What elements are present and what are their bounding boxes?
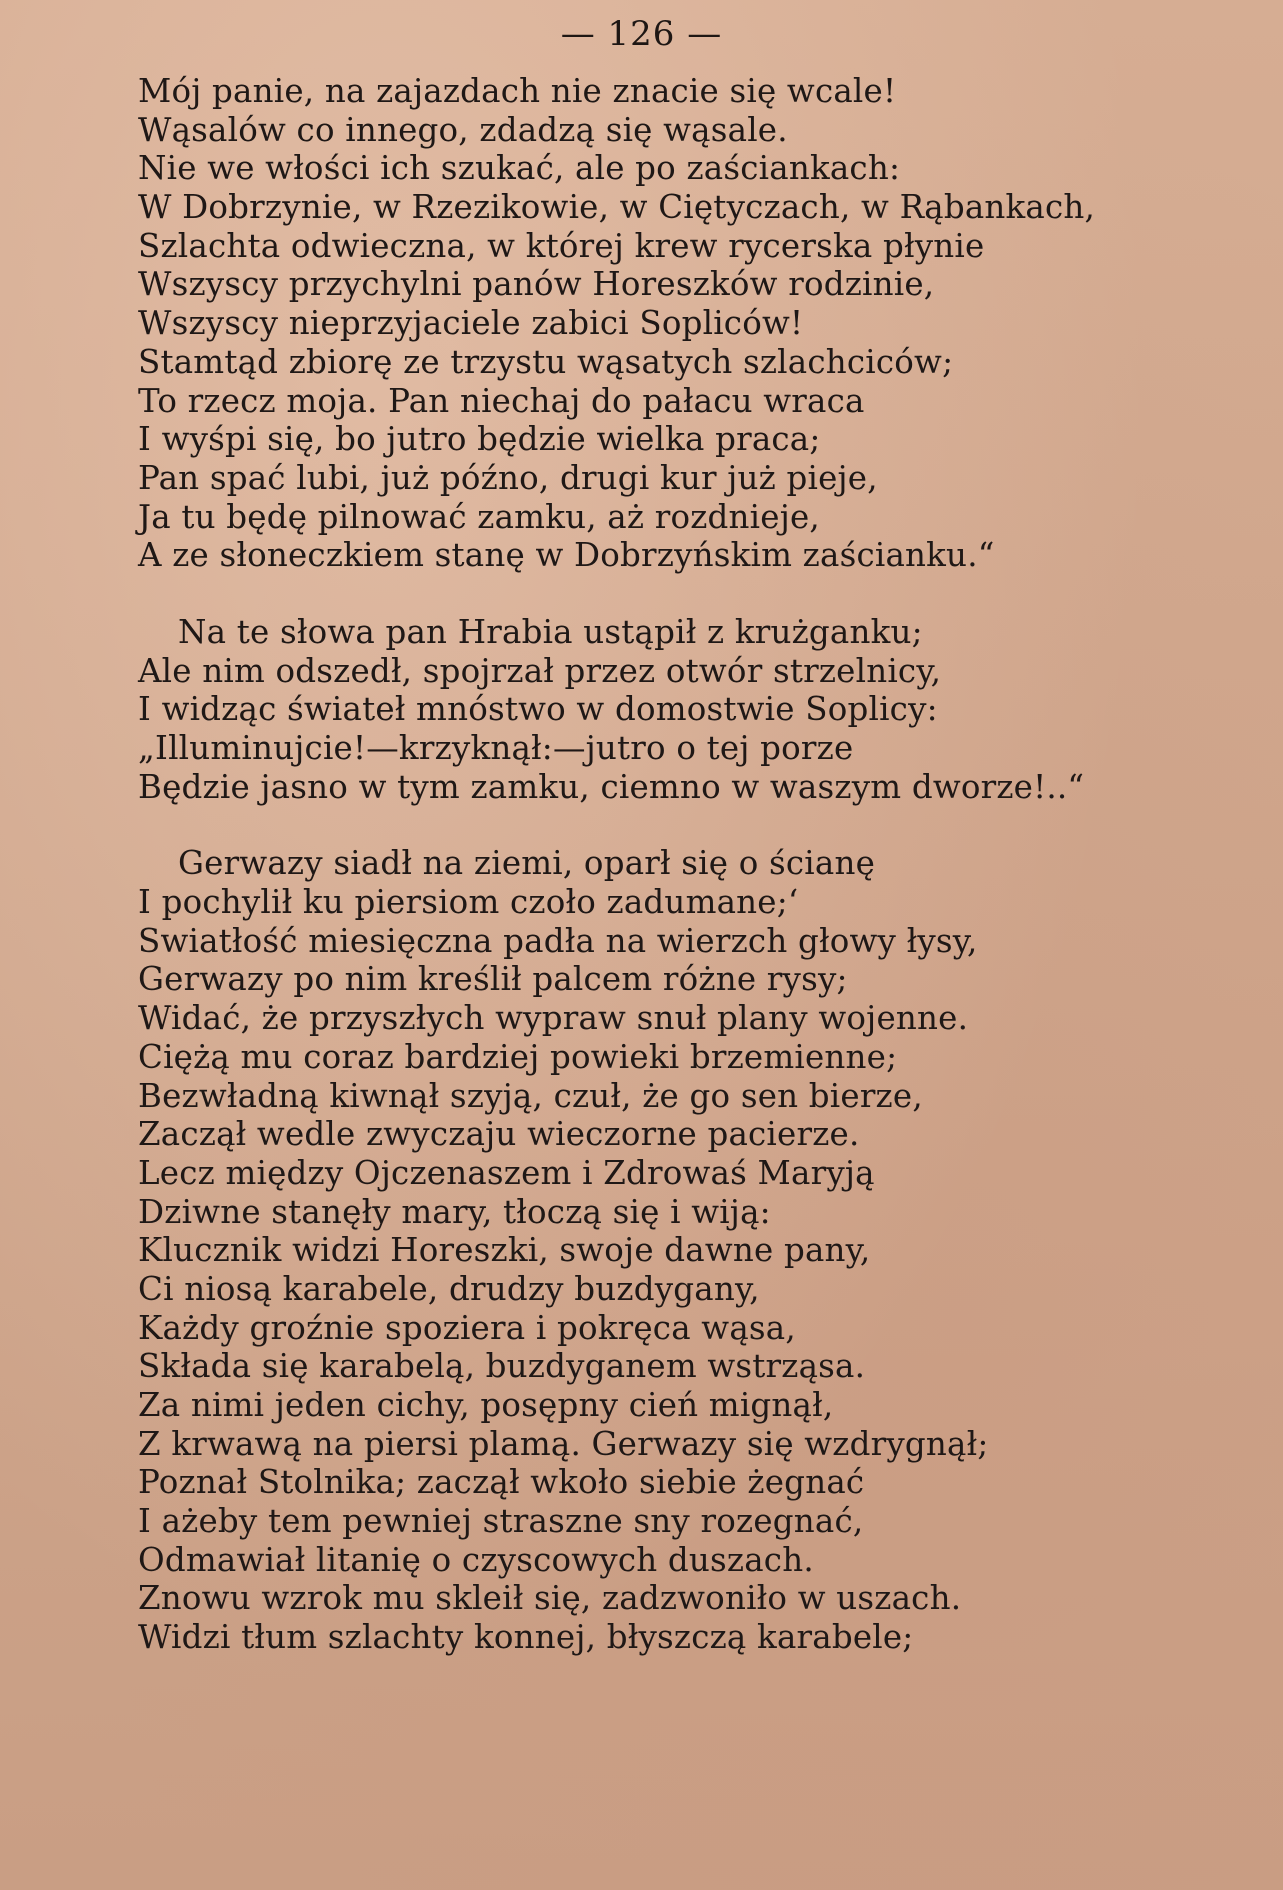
verse-line: Bezwładną kiwnął szyją, czuł, że go sen bierze, bbox=[138, 1076, 923, 1115]
verse-line: Szlachta odwieczna, w której krew rycerska płynie bbox=[138, 226, 985, 265]
poem-text bbox=[138, 72, 1248, 1657]
verse-line: Poznał Stolnika; zaczął wkoło siebie żegnać bbox=[138, 1463, 865, 1502]
verse-line: Pan spać lubi, już późno, drugi kur już pieje, bbox=[138, 458, 878, 497]
verse-line: W Dobrzynie, w Rzezikowie, w Ciętyczach, w Rąbankach, bbox=[138, 188, 1096, 227]
verse-line: Każdy groźnie spoziera i pokręca wąsa, bbox=[138, 1308, 796, 1347]
verse-line: Na te słowa pan Hrabia ustąpił z krużganku; bbox=[178, 612, 923, 651]
verse-line: Stamtąd zbiorę ze trzystu wąsatych szlachciców; bbox=[138, 342, 954, 381]
verse-line: Nie we włości ich szukać, ale po zaściankach: bbox=[138, 149, 901, 188]
verse-line: Klucznik widzi Horeszki, swoje dawne pany, bbox=[138, 1231, 871, 1270]
verse-line: Wszyscy nieprzyjaciele zabici Sopliców! bbox=[138, 304, 804, 343]
verse-line: I wyśpi się, bo jutro będzie wielka praca; bbox=[138, 420, 821, 459]
page-number: — 126 — bbox=[560, 14, 723, 54]
verse-line: Z krwawą na piersi plamą. Gerwazy się wzdrygnął; bbox=[138, 1424, 989, 1463]
verse-line: Składa się karabelą, buzdyganem wstrząsa. bbox=[138, 1347, 866, 1386]
verse-line: Odmawiał litanię o czyscowych duszach. bbox=[138, 1540, 814, 1579]
verse-line: Widać, że przyszłych wypraw snuł plany wojenne. bbox=[138, 999, 969, 1038]
verse-line: Wszyscy przychylni panów Horeszków rodzinie, bbox=[138, 265, 935, 304]
verse-line: Znowu wzrok mu skleił się, zadzwoniło w uszach. bbox=[138, 1579, 962, 1618]
verse-line: I widząc świateł mnóstwo w domostwie Soplicy: bbox=[138, 690, 938, 729]
stanza bbox=[138, 844, 1248, 1656]
verse-line: Będzie jasno w tym zamku, ciemno w waszym dworze!..“ bbox=[138, 767, 1085, 806]
verse-line: Gerwazy po nim kreślił palcem różne rysy; bbox=[138, 960, 848, 999]
verse-line: Mój panie, na zajazdach nie znacie się wcale! bbox=[138, 72, 897, 110]
verse-line: I ażeby tem pewniej straszne sny rozegnać, bbox=[138, 1502, 864, 1541]
verse-line: Gerwazy siadł na ziemi, oparł się o ścianę bbox=[178, 844, 876, 883]
verse-line: Za nimi jeden cichy, posępny cień mignął, bbox=[138, 1386, 834, 1424]
verse-line: Ja tu będę pilnować zamku, aż rozdnieje, bbox=[138, 497, 820, 536]
verse-line: A ze słoneczkiem stanę w Dobrzyńskim zaścianku.“ bbox=[138, 536, 995, 575]
verse-line: Lecz między Ojczenaszem i Zdrowaś Maryją bbox=[138, 1153, 875, 1192]
verse-line: Swiatłość miesięczna padła na wierzch głowy łysy, bbox=[138, 921, 978, 960]
verse-line: Zaczął wedle zwyczaju wieczorne pacierze. bbox=[138, 1115, 860, 1154]
verse-line: Dziwne stanęły mary, tłoczą się i wiją: bbox=[138, 1192, 771, 1231]
verse-line: To rzecz moja. Pan niechaj do pałacu wraca bbox=[138, 381, 865, 420]
stanza bbox=[138, 72, 1248, 575]
verse-line: Ciężą mu coraz bardziej powieki brzemienne; bbox=[138, 1037, 898, 1076]
verse-line: I pochylił ku piersiom czoło zadumane;‘ bbox=[138, 883, 799, 922]
stanza bbox=[138, 613, 1248, 806]
verse-line: Ci niosą karabele, drudzy buzdygany, bbox=[138, 1269, 760, 1308]
verse-line: Wąsalów co innego, zdadzą się wąsale. bbox=[138, 110, 788, 149]
verse-line: Ale nim odszedł, spojrzał przez otwór strzelnicy, bbox=[138, 651, 942, 690]
verse-line: „Illuminujcie!—krzyknął:—jutro o tej porze bbox=[138, 729, 854, 767]
verse-line: Widzi tłum szlachty konnej, błyszczą karabele; bbox=[138, 1618, 914, 1657]
